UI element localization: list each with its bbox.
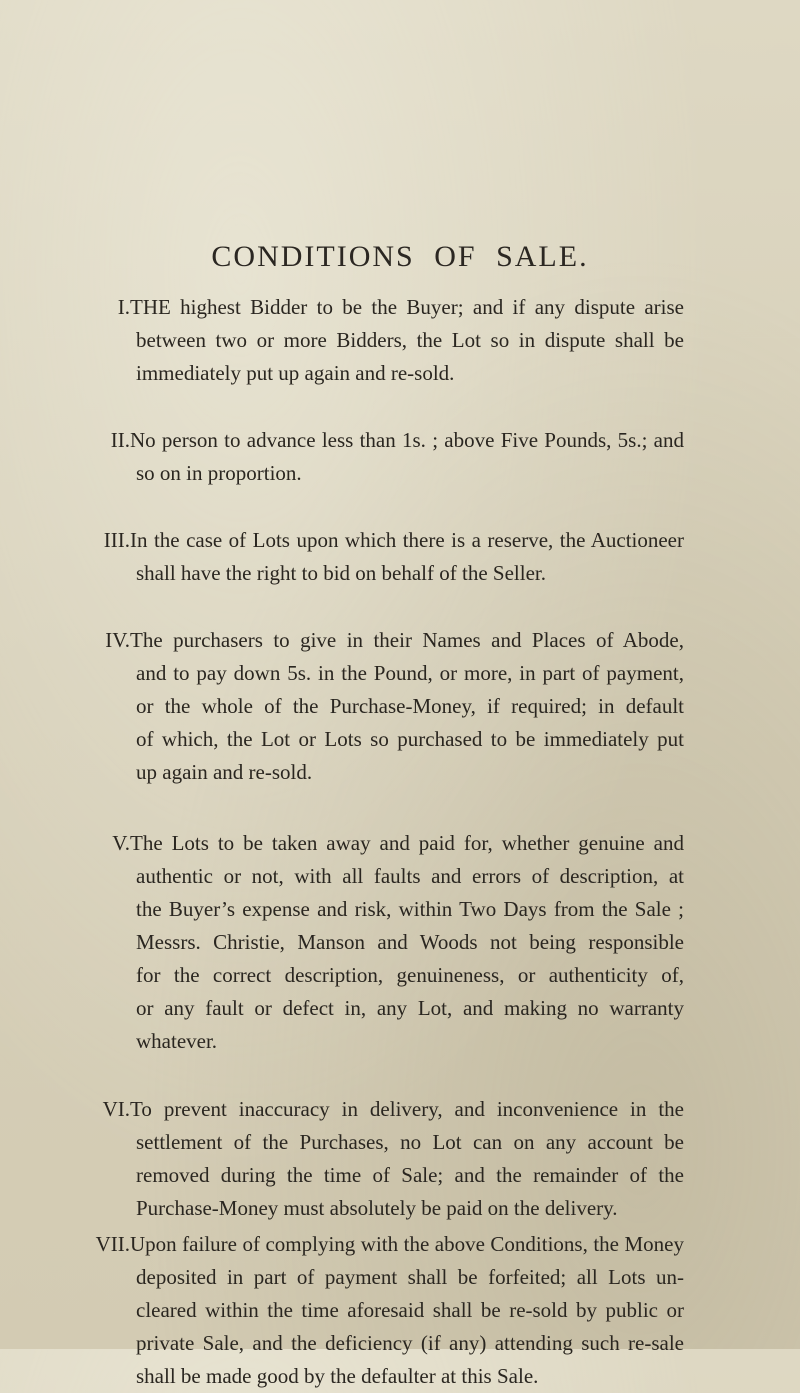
condition-line: Upon failure of complying with the above Conditions, the Money (130, 1232, 684, 1256)
condition-line: shall have the right to bid on behalf of the Seller. (136, 561, 546, 585)
condition-line: immediately put up again and re-sold. (136, 361, 455, 385)
condition-line: or any fault or defect in, any Lot, and making no warranty (136, 996, 684, 1020)
condition-numeral: VI. (102, 1097, 130, 1121)
condition-line: so on in proportion. (136, 461, 302, 485)
condition-numeral: II. (110, 428, 130, 452)
condition-text (130, 624, 684, 789)
condition-numeral: VII. (95, 1232, 130, 1256)
condition-line: Purchase-Money must absolutely be paid on the delivery. (136, 1196, 618, 1220)
condition-numeral: III. (103, 528, 130, 552)
condition-line: Messrs. Christie, Manson and Woods not being responsible (136, 930, 684, 954)
condition-line: or the whole of the Purchase-Money, if required; in default (136, 694, 684, 718)
condition-text (130, 524, 684, 590)
condition-line: private Sale, and the deficiency (if any) attending such re-sale (136, 1331, 684, 1355)
condition-line: and to pay down 5s. in the Pound, or more, in part of payment, (136, 661, 684, 685)
condition-numeral: IV. (105, 628, 130, 652)
condition-line: To prevent inaccuracy in delivery, and inconvenience in the (130, 1097, 684, 1121)
condition-line: authentic or not, with all faults and errors of description, at (136, 864, 684, 888)
condition-text (130, 424, 684, 490)
condition-text (130, 827, 684, 1058)
condition-numeral: I. (117, 295, 130, 319)
condition-line: whatever. (136, 1029, 218, 1053)
condition-line: the Buyer’s expense and risk, within Two Days from the Sale ; (136, 897, 684, 921)
condition-line: No person to advance less than 1s. ; above Five Pounds, 5s.; and (130, 428, 684, 452)
condition-line: deposited in part of payment shall be forfeited; all Lots un- (136, 1265, 684, 1289)
condition-line: THE highest Bidder to be the Buyer; and if any dispute arise (130, 295, 684, 319)
condition-line: for the correct description, genuineness, or authenticity of, (136, 963, 684, 987)
condition-line: removed during the time of Sale; and the remainder of the (136, 1163, 684, 1187)
condition-line: shall be made good by the defaulter at this Sale. (136, 1364, 539, 1388)
condition-text (130, 1093, 684, 1225)
condition-line: up again and re-sold. (136, 760, 313, 784)
condition-line: between two or more Bidders, the Lot so in dispute shall be (136, 328, 684, 352)
condition-numeral: V. (112, 831, 130, 855)
condition-line: of which, the Lot or Lots so purchased to be immediately put (136, 727, 684, 751)
condition-line: cleared within the time aforesaid shall be re-sold by public or (136, 1298, 684, 1322)
condition-line: settlement of the Purchases, no Lot can on any account be (136, 1130, 684, 1154)
condition-text (130, 1228, 684, 1393)
condition-line: The Lots to be taken away and paid for, whether genuine and (130, 831, 684, 855)
page-title: CONDITIONS OF SALE. (211, 240, 589, 273)
condition-line: In the case of Lots upon which there is a reserve, the Auctioneer (130, 528, 684, 552)
condition-text (130, 291, 684, 390)
condition-line: The purchasers to give in their Names and Places of Abode, (130, 628, 684, 652)
